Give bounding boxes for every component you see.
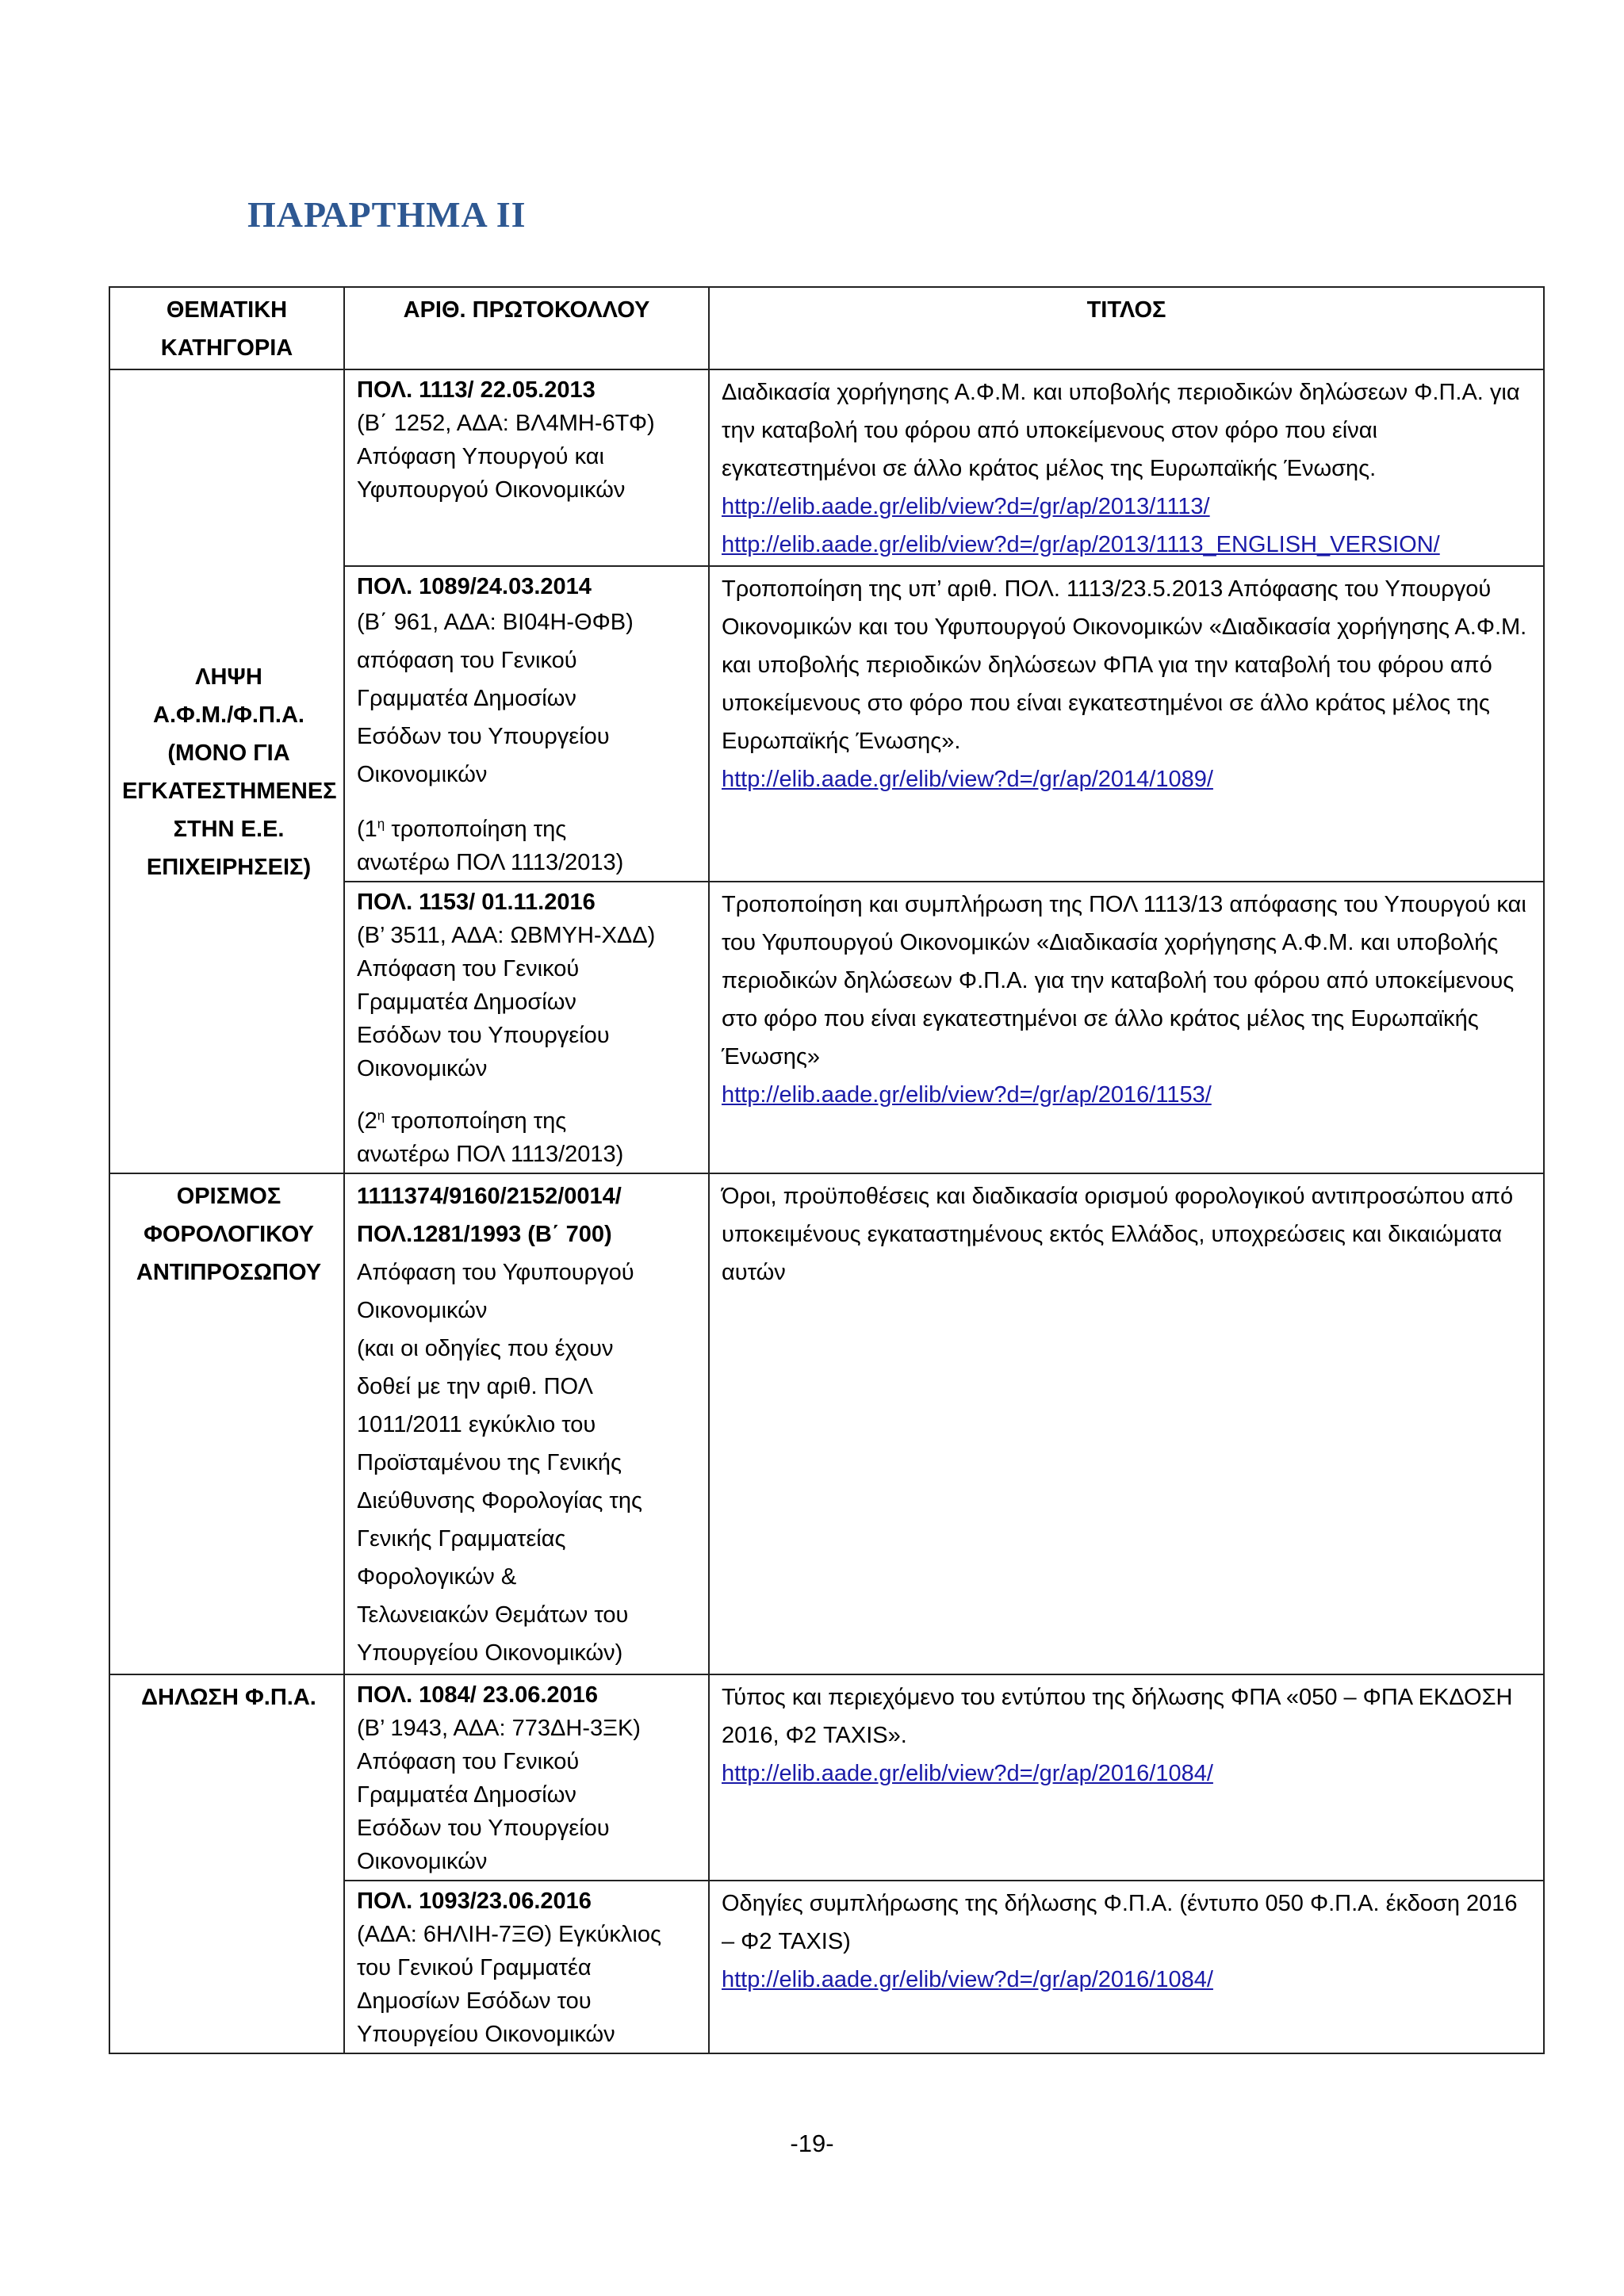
protocol-line: Γραμματέα Δημοσίων bbox=[357, 989, 576, 1015]
protocol-line: του Γενικού Γραμματέα bbox=[357, 1955, 592, 1980]
category-cell-vat-return bbox=[109, 1674, 344, 2053]
protocol-number: ΠΟΛ. 1113/ 22.05.2013 bbox=[357, 377, 596, 403]
protocol-cell bbox=[344, 369, 709, 566]
page-number: -19- bbox=[790, 2130, 834, 2157]
protocol-line: Τελωνειακών Θεμάτων του bbox=[357, 1602, 629, 1628]
protocol-line: Υπουργείου Οικονομικών bbox=[357, 2022, 615, 2047]
protocol-line: Υπουργείου Οικονομικών) bbox=[357, 1640, 623, 1666]
protocol-cell bbox=[344, 1674, 709, 1881]
table-header-row bbox=[109, 287, 1544, 369]
category-line: (ΜΟΝΟ ΓΙΑ bbox=[167, 740, 290, 766]
protocol-line: Εσόδων του Υπουργείου bbox=[357, 1816, 610, 1841]
protocol-line: Οικονομικών bbox=[357, 1056, 488, 1081]
protocol-number: ΠΟΛ. 1093/23.06.2016 bbox=[357, 1888, 592, 1914]
protocol-line: Εσόδων του Υπουργείου bbox=[357, 724, 610, 749]
protocol-line: (Β’ 3511, ΑΔΑ: ΩΒΜΥΗ-ΧΔΔ) bbox=[357, 923, 656, 948]
protocol-number: ΠΟΛ. 1089/24.03.2014 bbox=[357, 574, 592, 599]
protocol-line: απόφαση του Γενικού bbox=[357, 648, 577, 673]
protocol-number: ΠΟΛ. 1084/ 23.06.2016 bbox=[357, 1682, 598, 1708]
elib-link[interactable]: http://elib.aade.gr/elib/view?d=/gr/ap/2014/1089/ bbox=[722, 767, 1213, 792]
amendment-superscript: η bbox=[377, 816, 385, 832]
amendment-note-line: ανωτέρω ΠΟΛ 1113/2013) bbox=[357, 850, 624, 875]
elib-link[interactable]: http://elib.aade.gr/elib/view?d=/gr/ap/2016/1153/ bbox=[722, 1082, 1212, 1108]
category-cell-representative bbox=[109, 1173, 344, 1674]
table-row bbox=[109, 1173, 1544, 1674]
protocol-line: Απόφαση του Υφυπουργού bbox=[357, 1260, 634, 1285]
table-row bbox=[109, 1674, 1544, 1881]
elib-link[interactable]: http://elib.aade.gr/elib/view?d=/gr/ap/2013/1113/ bbox=[722, 494, 1210, 519]
category-line: ΕΠΙΧΕΙΡΗΣΕΙΣ) bbox=[146, 855, 312, 880]
protocol-line: Οικονομικών bbox=[357, 1849, 488, 1874]
column-header-protocol: ΑΡΙΘ. ΠΡΩΤΟΚΟΛΛΟΥ bbox=[344, 287, 709, 369]
category-line: ΕΓΚΑΤΕΣΤΗΜΕΝΕΣ bbox=[122, 779, 337, 804]
category-line: Α.Φ.Μ./Φ.Π.Α. bbox=[153, 702, 304, 728]
title-text: Τροποποίηση της υπ’ αριθ. ΠΟΛ. 1113/23.5.2013 Απόφασης του Υπουργού Οικονομικών και του Υφυπουργού Οικονομικών «Διαδικασία χορήγησης Α.Φ.Μ. και υποβολής περιοδικών δηλώσεων ΦΠΑ για την καταβολή του φόρου από υποκείμενους στο φόρο που είναι εγκατεστημένοι σε άλλο κράτος μέλος της Ευρωπαϊκής Ένωσης». bbox=[722, 576, 1527, 754]
protocol-line: Γενικής Γραμματείας bbox=[357, 1526, 566, 1552]
column-header-category-line: ΘΕΜΑΤΙΚΗ bbox=[166, 297, 288, 323]
table-row bbox=[109, 369, 1544, 566]
column-header-title: ΤΙΤΛΟΣ bbox=[709, 287, 1544, 369]
protocol-line: (Β΄ 961, ΑΔΑ: ΒΙ04Η-ΘΦΒ) bbox=[357, 610, 634, 635]
protocol-line: Γραμματέα Δημοσίων bbox=[357, 1782, 576, 1808]
amendment-note-line: ανωτέρω ΠΟΛ 1113/2013) bbox=[357, 1142, 624, 1167]
protocol-line: Απόφαση Υπουργού και bbox=[357, 444, 604, 469]
title-cell bbox=[709, 1881, 1544, 2053]
title-text: Όροι, προϋποθέσεις και διαδικασία ορισμού φορολογικού αντιπροσώπου από υποκειμένους εγκαταστημένους εκτός Ελλάδος, υποχρεώσεις και δικαιώματα αυτών bbox=[722, 1184, 1514, 1285]
protocol-line: Προϊσταμένου της Γενικής bbox=[357, 1450, 622, 1475]
protocol-line: (και οι οδηγίες που έχουν bbox=[357, 1336, 614, 1361]
protocol-line: (Β΄ 1252, ΑΔΑ: ΒΛ4ΜΗ-6ΤΦ) bbox=[357, 411, 655, 436]
category-line: ΔΗΛΩΣΗ Φ.Π.Α. bbox=[141, 1685, 316, 1710]
protocol-number: ΠΟΛ.1281/1993 (Β΄ 700) bbox=[357, 1222, 612, 1247]
protocol-line: Υφυπουργού Οικονομικών bbox=[357, 477, 626, 503]
category-line: ΑΝΤΙΠΡΟΣΩΠΟΥ bbox=[136, 1260, 322, 1285]
protocol-line: Εσόδων του Υπουργείου bbox=[357, 1023, 610, 1048]
elib-link[interactable]: http://elib.aade.gr/elib/view?d=/gr/ap/2016/1084/ bbox=[722, 1761, 1213, 1786]
protocol-cell bbox=[344, 566, 709, 882]
protocol-line: (ΑΔΑ: 6ΗΛΙΗ-7ΞΘ) Εγκύκλιος bbox=[357, 1922, 661, 1947]
protocol-cell bbox=[344, 882, 709, 1173]
protocol-line: Διεύθυνσης Φορολογίας της bbox=[357, 1488, 642, 1513]
protocol-number: 1111374/9160/2152/0014/ bbox=[357, 1184, 622, 1209]
protocol-cell bbox=[344, 1173, 709, 1674]
category-cell-afm bbox=[109, 369, 344, 1173]
amendment-text: τροποποίηση της bbox=[385, 1108, 567, 1134]
amendment-number: (1 bbox=[357, 817, 377, 842]
amendment-text: τροποποίηση της bbox=[385, 817, 567, 842]
category-line: ΛΗΨΗ bbox=[195, 664, 262, 690]
title-cell bbox=[709, 1173, 1544, 1674]
annex-table bbox=[109, 286, 1545, 2054]
protocol-line: Οικονομικών bbox=[357, 762, 488, 787]
elib-link[interactable]: http://elib.aade.gr/elib/view?d=/gr/ap/2013/1113_ENGLISH_VERSION/ bbox=[722, 532, 1440, 557]
protocol-number: ΠΟΛ. 1153/ 01.11.2016 bbox=[357, 890, 596, 915]
amendment-number: (2 bbox=[357, 1108, 377, 1134]
category-line: ΣΤΗΝ Ε.Ε. bbox=[173, 817, 285, 842]
page-heading: ΠΑΡΑΡΤΗΜΑ II bbox=[247, 194, 527, 235]
column-header-category bbox=[109, 287, 344, 369]
amendment-note bbox=[357, 1104, 700, 1138]
amendment-superscript: η bbox=[377, 1108, 385, 1123]
amendment-note bbox=[357, 813, 700, 846]
protocol-line: Απόφαση του Γενικού bbox=[357, 1749, 580, 1774]
elib-link[interactable]: http://elib.aade.gr/elib/view?d=/gr/ap/2016/1084/ bbox=[722, 1967, 1213, 1992]
title-cell bbox=[709, 882, 1544, 1173]
title-text: Οδηγίες συμπλήρωσης της δήλωσης Φ.Π.Α. (έντυπο 050 Φ.Π.Α. έκδοση 2016 – Φ2 TAXIS) bbox=[722, 1891, 1518, 1954]
title-text: Τύπος και περιεχόμενο του εντύπου της δήλωσης ΦΠΑ «050 – ΦΠΑ ΕΚΔΟΣΗ 2016, Φ2 TAXIS». bbox=[722, 1685, 1513, 1748]
category-line: ΦΟΡΟΛΟΓΙΚΟΥ bbox=[144, 1222, 314, 1247]
protocol-line: δοθεί με την αριθ. ΠΟΛ bbox=[357, 1374, 593, 1399]
protocol-line: Δημοσίων Εσόδων του bbox=[357, 1988, 592, 2014]
protocol-line: Φορολογικών & bbox=[357, 1564, 517, 1590]
column-header-category-line: ΚΑΤΗΓΟΡΙΑ bbox=[160, 335, 293, 361]
protocol-line: Γραμματέα Δημοσίων bbox=[357, 686, 576, 711]
category-line: ΟΡΙΣΜΟΣ bbox=[176, 1184, 282, 1209]
title-cell bbox=[709, 566, 1544, 882]
protocol-line: (Β’ 1943, ΑΔΑ: 773ΔΗ-3ΞΚ) bbox=[357, 1716, 641, 1741]
protocol-cell bbox=[344, 1881, 709, 2053]
title-cell bbox=[709, 1674, 1544, 1881]
protocol-line: 1011/2011 εγκύκλιο του bbox=[357, 1412, 596, 1437]
title-text: Τροποποίηση και συμπλήρωση της ΠΟΛ 1113/13 απόφασης του Υπουργού και του Υφυπουργού Οικονομικών «Διαδικασία χορήγησης Α.Φ.Μ. και υποβολής περιοδικών δηλώσεων Φ.Π.Α. για την καταβολή του φόρου από υποκείμενους στο φόρο που είναι εγκατεστημένοι σε άλλο κράτος μέλος της Ευρωπαϊκής Ένωσης» bbox=[722, 892, 1526, 1070]
title-text: Διαδικασία χορήγησης Α.Φ.Μ. και υποβολής περιοδικών δηλώσεων Φ.Π.Α. για την καταβολή του φόρου από υποκείμενους στον φόρο που είναι εγκατεστημένοι σε άλλο κράτος μέλος της Ευρωπαϊκής Ένωσης. bbox=[722, 380, 1520, 481]
protocol-line: Οικονομικών bbox=[357, 1298, 488, 1323]
title-cell bbox=[709, 369, 1544, 566]
protocol-line: Απόφαση του Γενικού bbox=[357, 956, 580, 982]
